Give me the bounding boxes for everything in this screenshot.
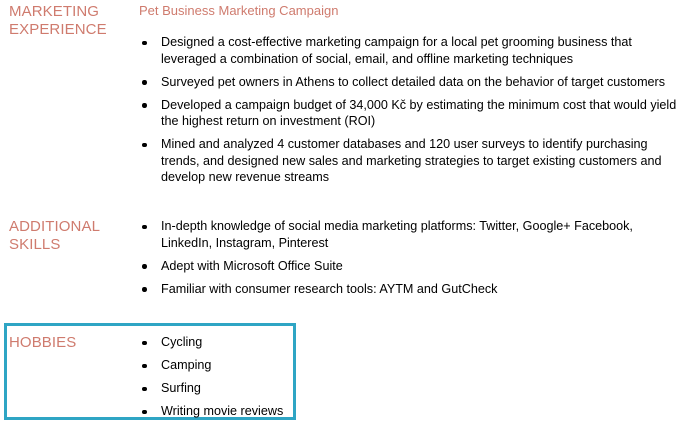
section-label-additional-skills — [9, 218, 129, 254]
hobbies-body — [139, 334, 679, 426]
section-label-line: SKILLS — [9, 236, 61, 253]
bullet-item: Cycling — [139, 334, 679, 351]
skills-bullet-list — [139, 218, 679, 297]
bullet-item: Writing movie reviews — [139, 403, 679, 420]
marketing-bullet-list — [139, 34, 679, 186]
section-label-line: MARKETING — [9, 3, 100, 20]
bullet-item: Familiar with consumer research tools: AYTM and GutCheck — [139, 281, 679, 298]
section-label-line: EXPERIENCE — [9, 21, 107, 38]
bullet-item: Surveyed pet owners in Athens to collect detailed data on the behavior of target customers — [139, 74, 679, 91]
bullet-item: In-depth knowledge of social media marketing platforms: Twitter, Google+ Facebook, LinkedIn, Instagram, Pinterest — [139, 218, 679, 251]
section-label-hobbies — [9, 334, 129, 352]
bullet-item: Adept with Microsoft Office Suite — [139, 258, 679, 275]
bullet-item: Mined and analyzed 4 customer databases and 120 user surveys to identify purchasing trends, and designed new sales and marketing strategies to target existing customers and develop new revenue streams — [139, 136, 679, 186]
hobbies-bullet-list — [139, 334, 679, 420]
section-label-line: ADDITIONAL — [9, 218, 101, 235]
bullet-item: Developed a campaign budget of 34,000 Kč by estimating the minimum cost that would yield the highest return on investment (ROI) — [139, 97, 679, 130]
marketing-experience-body — [139, 3, 679, 192]
additional-skills-body — [139, 218, 679, 304]
section-label-line: HOBBIES — [9, 334, 77, 351]
job-subheading: Pet Business Marketing Campaign — [139, 3, 339, 18]
bullet-item: Camping — [139, 357, 679, 374]
bullet-item: Surfing — [139, 380, 679, 397]
bullet-item: Designed a cost-effective marketing campaign for a local pet grooming business that leveraged a combination of social, email, and offline marketing techniques — [139, 34, 679, 67]
section-label-marketing-experience — [9, 3, 129, 39]
